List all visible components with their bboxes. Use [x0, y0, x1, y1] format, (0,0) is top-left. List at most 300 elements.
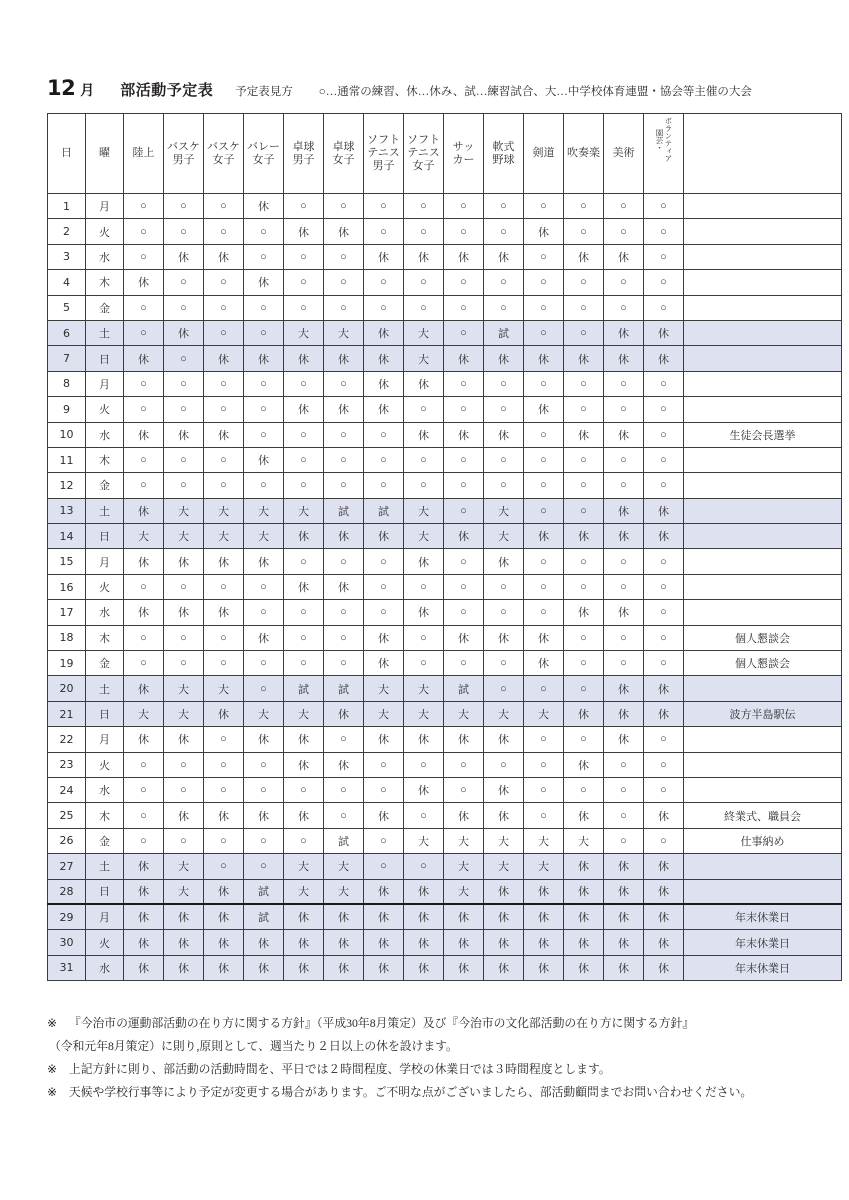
- cell-tabletennis_m: ○: [284, 422, 324, 447]
- cell-softtennis_f: ○: [404, 752, 444, 777]
- footnote-text: 『今治市の運動部活動の在り方に関する方針』（平成30年8月策定）及び『今治市の文化部活動の在り方に関する方針』: [68, 1016, 695, 1030]
- column-header-dow: 曜: [86, 114, 124, 194]
- cell-volley_f: ○: [244, 397, 284, 422]
- table-row: [48, 879, 842, 904]
- cell-garden_volunteer: ○: [644, 270, 684, 295]
- cell-baseball: 休: [484, 727, 524, 752]
- cell-soccer: ○: [444, 194, 484, 219]
- cell-day: 30: [48, 930, 86, 955]
- cell-baseball: 休: [484, 422, 524, 447]
- cell-weekday: 火: [86, 930, 124, 955]
- cell-softtennis_m: ○: [364, 752, 404, 777]
- cell-brassband: ○: [564, 574, 604, 599]
- cell-rikujo: ○: [124, 371, 164, 396]
- cell-basket_f: ○: [204, 447, 244, 472]
- cell-softtennis_f: ○: [404, 473, 444, 498]
- cell-basket_m: 休: [164, 803, 204, 828]
- cell-day: 10: [48, 422, 86, 447]
- cell-kendo: ○: [524, 574, 564, 599]
- cell-weekday: 水: [86, 777, 124, 802]
- vertical-line: 園芸・: [655, 128, 664, 151]
- cell-brassband: 休: [564, 524, 604, 549]
- cell-tabletennis_f: 休: [324, 346, 364, 371]
- column-header-rikujo: 陸上: [124, 114, 164, 194]
- cell-art: 休: [604, 727, 644, 752]
- cell-soccer: ○: [444, 651, 484, 676]
- document-header: [47, 76, 837, 106]
- legend-text: ○…通常の練習、休…休み、試…練習試合、大…中学校体育連盟・協会等主催の大会: [318, 86, 752, 98]
- cell-basket_f: 休: [204, 600, 244, 625]
- table-row: [48, 549, 842, 574]
- cell-softtennis_f: ○: [404, 295, 444, 320]
- cell-brassband: ○: [564, 371, 604, 396]
- cell-basket_f: 休: [204, 879, 244, 904]
- cell-softtennis_m: 休: [364, 625, 404, 650]
- cell-rikujo: ○: [124, 473, 164, 498]
- cell-garden_volunteer: ○: [644, 194, 684, 219]
- cell-tabletennis_m: 休: [284, 930, 324, 955]
- cell-baseball: ○: [484, 371, 524, 396]
- cell-softtennis_m: ○: [364, 219, 404, 244]
- cell-baseball: ○: [484, 600, 524, 625]
- cell-rikujo: ○: [124, 194, 164, 219]
- cell-note: [684, 320, 842, 345]
- cell-rikujo: 大: [124, 524, 164, 549]
- footnote-text: 天候や学校行事等により予定が変更する場合があります。ご不明な点がございましたら、部活動顧問までお問い合わせください。: [68, 1085, 753, 1099]
- cell-art: 休: [604, 676, 644, 701]
- cell-soccer: ○: [444, 295, 484, 320]
- cell-weekday: 金: [86, 473, 124, 498]
- cell-weekday: 金: [86, 295, 124, 320]
- cell-baseball: 大: [484, 498, 524, 523]
- cell-garden_volunteer: 休: [644, 676, 684, 701]
- cell-note: 年末休業日: [684, 904, 842, 929]
- cell-art: 休: [604, 930, 644, 955]
- cell-note: 終業式、職員会: [684, 803, 842, 828]
- cell-soccer: 休: [444, 346, 484, 371]
- cell-note: 個人懇談会: [684, 651, 842, 676]
- column-header-basket_f: バスケ 女子: [204, 114, 244, 194]
- table-row: [48, 447, 842, 472]
- cell-art: ○: [604, 803, 644, 828]
- cell-garden_volunteer: ○: [644, 295, 684, 320]
- cell-tabletennis_f: ○: [324, 270, 364, 295]
- cell-soccer: ○: [444, 574, 484, 599]
- column-header-kendo: 剣道: [524, 114, 564, 194]
- cell-tabletennis_f: 大: [324, 879, 364, 904]
- cell-softtennis_m: 休: [364, 803, 404, 828]
- column-header-soccer: サッ カー: [444, 114, 484, 194]
- cell-softtennis_m: 休: [364, 397, 404, 422]
- cell-basket_m: 休: [164, 727, 204, 752]
- cell-basket_m: ○: [164, 828, 204, 853]
- cell-tabletennis_f: ○: [324, 777, 364, 802]
- cell-brassband: 大: [564, 828, 604, 853]
- cell-tabletennis_m: 休: [284, 803, 324, 828]
- cell-basket_m: ○: [164, 625, 204, 650]
- cell-volley_f: ○: [244, 600, 284, 625]
- cell-garden_volunteer: ○: [644, 651, 684, 676]
- cell-brassband: ○: [564, 727, 604, 752]
- cell-soccer: ○: [444, 219, 484, 244]
- cell-weekday: 木: [86, 447, 124, 472]
- table-row: [48, 244, 842, 269]
- cell-tabletennis_m: ○: [284, 270, 324, 295]
- cell-volley_f: 大: [244, 498, 284, 523]
- cell-day: 26: [48, 828, 86, 853]
- cell-art: ○: [604, 397, 644, 422]
- cell-day: 2: [48, 219, 86, 244]
- column-header-baseball: 軟式 野球: [484, 114, 524, 194]
- cell-basket_m: 大: [164, 524, 204, 549]
- cell-brassband: ○: [564, 777, 604, 802]
- cell-soccer: 休: [444, 803, 484, 828]
- cell-basket_f: ○: [204, 270, 244, 295]
- cell-volley_f: ○: [244, 854, 284, 879]
- cell-note: [684, 600, 842, 625]
- cell-art: ○: [604, 295, 644, 320]
- cell-weekday: 月: [86, 549, 124, 574]
- cell-day: 21: [48, 701, 86, 726]
- cell-art: ○: [604, 447, 644, 472]
- cell-day: 28: [48, 879, 86, 904]
- cell-basket_f: 休: [204, 244, 244, 269]
- cell-tabletennis_f: ○: [324, 727, 364, 752]
- table-row: [48, 524, 842, 549]
- cell-basket_m: 大: [164, 701, 204, 726]
- cell-garden_volunteer: ○: [644, 574, 684, 599]
- cell-baseball: 休: [484, 346, 524, 371]
- cell-softtennis_f: ○: [404, 651, 444, 676]
- column-header-softtennis_m: ソフト テニス 男子: [364, 114, 404, 194]
- cell-tabletennis_m: 休: [284, 397, 324, 422]
- table-row: [48, 651, 842, 676]
- cell-softtennis_m: ○: [364, 600, 404, 625]
- cell-soccer: ○: [444, 270, 484, 295]
- cell-baseball: 休: [484, 803, 524, 828]
- cell-volley_f: 休: [244, 549, 284, 574]
- cell-brassband: ○: [564, 651, 604, 676]
- cell-garden_volunteer: 休: [644, 498, 684, 523]
- footnote-marker: ※: [47, 1016, 57, 1030]
- cell-art: 休: [604, 854, 644, 879]
- cell-weekday: 土: [86, 854, 124, 879]
- cell-art: 休: [604, 346, 644, 371]
- cell-weekday: 土: [86, 676, 124, 701]
- cell-note: 波方半島駅伝: [684, 701, 842, 726]
- column-header-tabletennis_f: 卓球 女子: [324, 114, 364, 194]
- cell-note: [684, 346, 842, 371]
- cell-rikujo: 休: [124, 498, 164, 523]
- cell-volley_f: 試: [244, 879, 284, 904]
- cell-garden_volunteer: 休: [644, 803, 684, 828]
- cell-tabletennis_f: 休: [324, 930, 364, 955]
- cell-weekday: 月: [86, 904, 124, 929]
- cell-weekday: 金: [86, 828, 124, 853]
- cell-day: 16: [48, 574, 86, 599]
- cell-basket_m: 大: [164, 879, 204, 904]
- column-header-basket_m: バスケ 男子: [164, 114, 204, 194]
- cell-weekday: 火: [86, 397, 124, 422]
- table-row: [48, 752, 842, 777]
- cell-note: [684, 752, 842, 777]
- column-header-brassband: 吹奏楽: [564, 114, 604, 194]
- cell-note: [684, 727, 842, 752]
- cell-softtennis_m: 休: [364, 346, 404, 371]
- cell-art: 休: [604, 320, 644, 345]
- cell-soccer: ○: [444, 397, 484, 422]
- cell-note: [684, 397, 842, 422]
- cell-volley_f: ○: [244, 777, 284, 802]
- cell-basket_f: 大: [204, 676, 244, 701]
- cell-tabletennis_f: 試: [324, 828, 364, 853]
- cell-art: ○: [604, 549, 644, 574]
- cell-rikujo: 休: [124, 600, 164, 625]
- table-row: [48, 320, 842, 345]
- cell-baseball: ○: [484, 752, 524, 777]
- cell-basket_f: ○: [204, 320, 244, 345]
- cell-tabletennis_m: 大: [284, 854, 324, 879]
- vertical-line: ボランティア: [663, 116, 673, 162]
- cell-art: ○: [604, 574, 644, 599]
- cell-softtennis_f: ○: [404, 803, 444, 828]
- cell-rikujo: 休: [124, 270, 164, 295]
- cell-basket_m: ○: [164, 777, 204, 802]
- cell-tabletennis_m: 大: [284, 879, 324, 904]
- cell-weekday: 火: [86, 752, 124, 777]
- cell-softtennis_m: 休: [364, 371, 404, 396]
- cell-weekday: 日: [86, 879, 124, 904]
- cell-rikujo: ○: [124, 651, 164, 676]
- cell-softtennis_f: 休: [404, 244, 444, 269]
- cell-brassband: ○: [564, 498, 604, 523]
- month-number: 12: [47, 76, 76, 100]
- cell-softtennis_f: ○: [404, 397, 444, 422]
- cell-softtennis_f: 休: [404, 422, 444, 447]
- footnote: [47, 1012, 837, 1035]
- cell-tabletennis_f: 休: [324, 219, 364, 244]
- column-header-art: 美術: [604, 114, 644, 194]
- cell-basket_m: ○: [164, 752, 204, 777]
- cell-kendo: ○: [524, 244, 564, 269]
- cell-note: [684, 498, 842, 523]
- cell-kendo: 休: [524, 955, 564, 980]
- cell-rikujo: ○: [124, 447, 164, 472]
- cell-basket_m: ○: [164, 574, 204, 599]
- cell-brassband: ○: [564, 447, 604, 472]
- cell-garden_volunteer: 休: [644, 346, 684, 371]
- cell-basket_m: 大: [164, 498, 204, 523]
- cell-kendo: ○: [524, 498, 564, 523]
- cell-tabletennis_f: 試: [324, 498, 364, 523]
- cell-day: 11: [48, 447, 86, 472]
- cell-art: 休: [604, 524, 644, 549]
- cell-softtennis_f: 休: [404, 371, 444, 396]
- cell-soccer: 試: [444, 676, 484, 701]
- cell-day: 20: [48, 676, 86, 701]
- cell-garden_volunteer: ○: [644, 447, 684, 472]
- cell-garden_volunteer: ○: [644, 549, 684, 574]
- cell-rikujo: 休: [124, 346, 164, 371]
- table-row: [48, 777, 842, 802]
- cell-day: 6: [48, 320, 86, 345]
- cell-kendo: ○: [524, 803, 564, 828]
- cell-kendo: ○: [524, 270, 564, 295]
- cell-rikujo: ○: [124, 219, 164, 244]
- cell-art: 休: [604, 904, 644, 929]
- cell-tabletennis_f: ○: [324, 651, 364, 676]
- cell-baseball: 大: [484, 701, 524, 726]
- cell-baseball: 休: [484, 904, 524, 929]
- table-row: [48, 854, 842, 879]
- cell-basket_f: 休: [204, 904, 244, 929]
- cell-kendo: 大: [524, 828, 564, 853]
- cell-art: ○: [604, 371, 644, 396]
- cell-baseball: 試: [484, 320, 524, 345]
- cell-volley_f: ○: [244, 422, 284, 447]
- cell-tabletennis_m: ○: [284, 295, 324, 320]
- cell-soccer: ○: [444, 371, 484, 396]
- table-row: [48, 371, 842, 396]
- cell-day: 24: [48, 777, 86, 802]
- cell-baseball: ○: [484, 270, 524, 295]
- cell-note: [684, 244, 842, 269]
- cell-soccer: 大: [444, 879, 484, 904]
- cell-softtennis_f: 休: [404, 955, 444, 980]
- cell-rikujo: ○: [124, 244, 164, 269]
- cell-softtennis_m: 休: [364, 879, 404, 904]
- cell-tabletennis_f: ○: [324, 371, 364, 396]
- cell-baseball: 休: [484, 549, 524, 574]
- cell-weekday: 木: [86, 270, 124, 295]
- cell-soccer: 休: [444, 930, 484, 955]
- cell-softtennis_f: ○: [404, 625, 444, 650]
- footnote: [47, 1058, 837, 1081]
- cell-rikujo: 休: [124, 955, 164, 980]
- cell-day: 29: [48, 904, 86, 929]
- cell-garden_volunteer: ○: [644, 625, 684, 650]
- cell-softtennis_f: ○: [404, 574, 444, 599]
- cell-soccer: ○: [444, 777, 484, 802]
- cell-tabletennis_m: 大: [284, 320, 324, 345]
- cell-garden_volunteer: ○: [644, 828, 684, 853]
- cell-volley_f: 休: [244, 447, 284, 472]
- cell-volley_f: ○: [244, 574, 284, 599]
- cell-note: [684, 524, 842, 549]
- cell-weekday: 月: [86, 727, 124, 752]
- cell-softtennis_f: 休: [404, 727, 444, 752]
- cell-kendo: ○: [524, 549, 564, 574]
- cell-baseball: 大: [484, 828, 524, 853]
- cell-kendo: ○: [524, 422, 564, 447]
- cell-basket_m: ○: [164, 270, 204, 295]
- cell-tabletennis_f: ○: [324, 244, 364, 269]
- cell-basket_f: 大: [204, 498, 244, 523]
- cell-baseball: ○: [484, 447, 524, 472]
- cell-note: [684, 879, 842, 904]
- cell-softtennis_f: 大: [404, 701, 444, 726]
- cell-basket_f: ○: [204, 295, 244, 320]
- cell-volley_f: ○: [244, 371, 284, 396]
- cell-softtennis_m: 休: [364, 904, 404, 929]
- table-row: [48, 727, 842, 752]
- table-row: [48, 828, 842, 853]
- table-row: [48, 473, 842, 498]
- cell-tabletennis_f: 休: [324, 752, 364, 777]
- table-row: [48, 701, 842, 726]
- table-row: [48, 803, 842, 828]
- cell-weekday: 水: [86, 600, 124, 625]
- legend-label: 予定表見方: [235, 86, 293, 98]
- cell-day: 4: [48, 270, 86, 295]
- cell-weekday: 日: [86, 524, 124, 549]
- cell-softtennis_m: 休: [364, 651, 404, 676]
- cell-tabletennis_m: 大: [284, 498, 324, 523]
- cell-tabletennis_f: 試: [324, 676, 364, 701]
- cell-tabletennis_m: 大: [284, 701, 324, 726]
- cell-basket_f: ○: [204, 371, 244, 396]
- cell-basket_m: 休: [164, 600, 204, 625]
- cell-basket_m: 休: [164, 422, 204, 447]
- cell-tabletennis_f: ○: [324, 625, 364, 650]
- month-label: 月: [80, 83, 95, 99]
- cell-volley_f: ○: [244, 320, 284, 345]
- cell-basket_f: ○: [204, 828, 244, 853]
- cell-rikujo: ○: [124, 397, 164, 422]
- cell-kendo: ○: [524, 295, 564, 320]
- cell-basket_f: ○: [204, 397, 244, 422]
- cell-garden_volunteer: 休: [644, 854, 684, 879]
- cell-tabletennis_m: ○: [284, 473, 324, 498]
- cell-kendo: ○: [524, 752, 564, 777]
- table-row: [48, 422, 842, 447]
- cell-tabletennis_m: 休: [284, 955, 324, 980]
- cell-brassband: 休: [564, 955, 604, 980]
- cell-tabletennis_f: 大: [324, 320, 364, 345]
- table-row: [48, 955, 842, 980]
- table-row: [48, 600, 842, 625]
- cell-kendo: 休: [524, 219, 564, 244]
- cell-garden_volunteer: 休: [644, 701, 684, 726]
- cell-softtennis_m: 休: [364, 244, 404, 269]
- cell-note: [684, 676, 842, 701]
- footnote: [47, 1081, 837, 1104]
- cell-basket_f: ○: [204, 777, 244, 802]
- cell-tabletennis_m: ○: [284, 447, 324, 472]
- cell-note: [684, 194, 842, 219]
- cell-weekday: 水: [86, 422, 124, 447]
- cell-kendo: ○: [524, 371, 564, 396]
- cell-kendo: 休: [524, 879, 564, 904]
- cell-basket_f: 休: [204, 701, 244, 726]
- cell-baseball: ○: [484, 194, 524, 219]
- cell-garden_volunteer: ○: [644, 422, 684, 447]
- cell-tabletennis_m: ○: [284, 244, 324, 269]
- cell-soccer: ○: [444, 600, 484, 625]
- cell-brassband: 休: [564, 930, 604, 955]
- table-row: [48, 676, 842, 701]
- cell-tabletennis_f: ○: [324, 803, 364, 828]
- cell-softtennis_f: 大: [404, 676, 444, 701]
- cell-garden_volunteer: ○: [644, 777, 684, 802]
- cell-garden_volunteer: ○: [644, 397, 684, 422]
- cell-basket_m: 大: [164, 854, 204, 879]
- cell-basket_m: ○: [164, 295, 204, 320]
- cell-tabletennis_f: ○: [324, 447, 364, 472]
- vertical-header-text: [644, 117, 683, 191]
- cell-softtennis_m: ○: [364, 473, 404, 498]
- cell-garden_volunteer: ○: [644, 244, 684, 269]
